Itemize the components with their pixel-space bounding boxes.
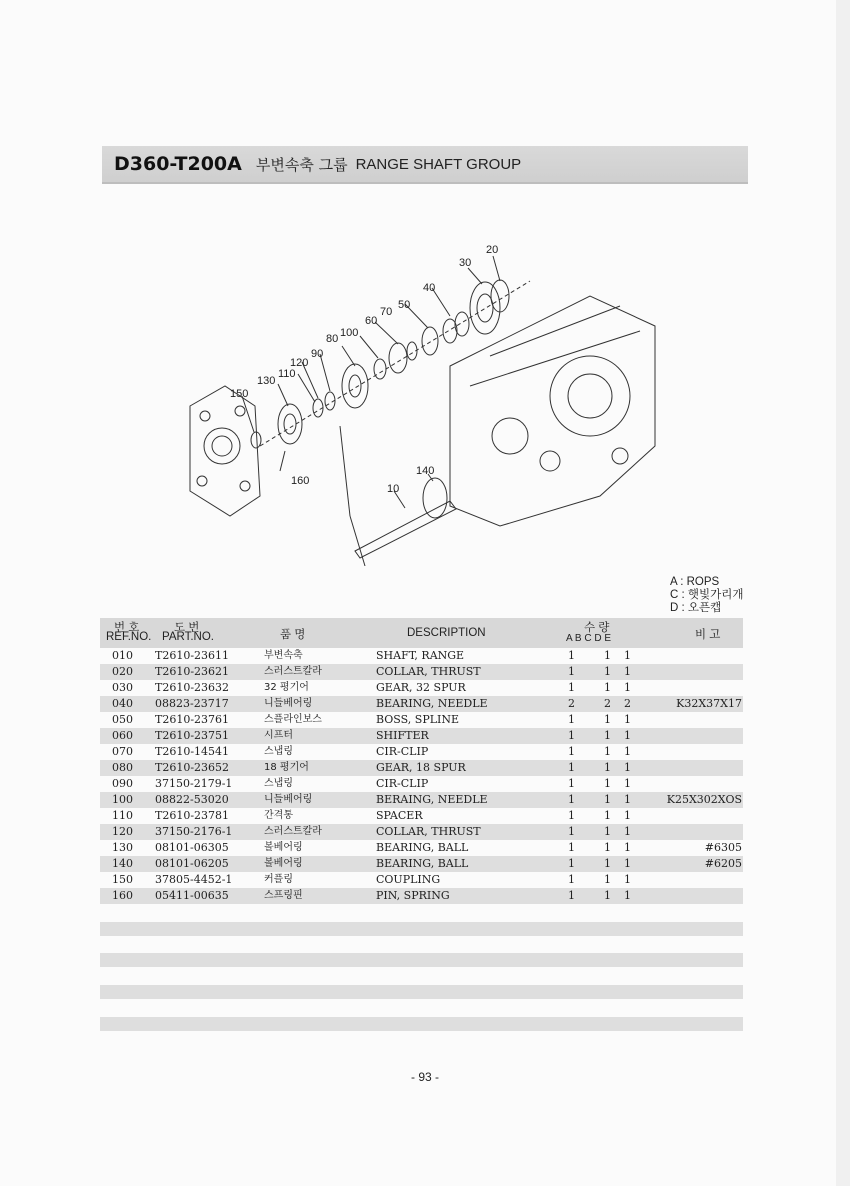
qty-a-cell: 2 [568, 697, 575, 710]
description-cell: CIR-CLIP [376, 745, 429, 758]
qty-c-cell: 1 [604, 745, 611, 758]
part-no-cell: T2610-23751 [155, 729, 230, 742]
description-cell: GEAR, 18 SPUR [376, 761, 466, 774]
description-cell: GEAR, 32 SPUR [376, 681, 466, 694]
table-row [100, 728, 743, 744]
qty-d-cell: 1 [624, 761, 631, 774]
remarks-cell: K25X302XOS [666, 793, 742, 806]
callout-80: 80 [326, 333, 339, 345]
part-name-korean-cell: 니들베어링 [264, 698, 313, 709]
remarks-header-korean: 비 고 [695, 629, 721, 641]
qty-c-cell: 1 [604, 761, 611, 774]
table-row [100, 712, 743, 728]
ref-no-cell: 150 [112, 873, 133, 886]
part-name-korean-cell: 18 평기어 [264, 762, 309, 773]
qty-a-cell: 1 [568, 825, 575, 838]
callout-40: 40 [423, 282, 436, 294]
callout-70: 70 [380, 306, 393, 318]
legend-sunshade: C : 햇빛가리개 [670, 589, 744, 601]
option-legend [670, 576, 743, 615]
part-name-korean-cell: 볼베어링 [264, 842, 303, 853]
callout-60: 60 [365, 315, 378, 327]
cover-plate [190, 386, 260, 516]
callout-20: 20 [486, 244, 499, 256]
part-name-korean-cell: 스플라인보스 [264, 714, 322, 725]
qty-a-cell: 1 [568, 857, 575, 870]
callout-30: 30 [459, 257, 472, 269]
qty-d-cell: 1 [624, 857, 631, 870]
qty-c-cell: 1 [604, 649, 611, 662]
table-row [100, 696, 743, 712]
legend-open-cab: D : 오픈캡 [670, 602, 722, 614]
part-no-cell: T2610-14541 [155, 745, 230, 758]
description-cell: PIN, SPRING [376, 889, 450, 902]
part-no-cell: 08101-06205 [155, 857, 229, 870]
name-header-korean: 품 명 [280, 629, 306, 641]
part-name-korean-cell: 니들베어링 [264, 794, 313, 805]
qty-d-cell: 1 [624, 825, 631, 838]
callout-100: 100 [340, 327, 359, 339]
description-cell: BOSS, SPLINE [376, 713, 460, 726]
qty-d-cell: 1 [624, 681, 631, 694]
description-cell: COLLAR, THRUST [376, 825, 481, 838]
callout-120: 120 [290, 357, 309, 369]
parts-table-body [100, 648, 743, 904]
part-name-korean-cell: 스프링핀 [264, 890, 303, 901]
description-cell: BERAING, NEEDLE [376, 793, 488, 806]
ref-no-cell: 060 [112, 729, 133, 742]
remarks-cell: K32X37X17 [676, 697, 742, 710]
callout-90: 90 [311, 348, 324, 360]
table-row [100, 856, 743, 872]
qty-c-cell: 1 [604, 665, 611, 678]
table-row [100, 840, 743, 856]
description-cell: SPACER [376, 809, 423, 822]
part-name-korean-cell: 부변속축 [264, 650, 303, 661]
qty-a-cell: 1 [568, 649, 575, 662]
part-no-cell: 37150-2179-1 [155, 777, 233, 790]
part-no-cell: T2610-23781 [155, 809, 230, 822]
qty-c-cell: 1 [604, 777, 611, 790]
qty-d-cell: 1 [624, 873, 631, 886]
part-no-cell: 08822-53020 [155, 793, 229, 806]
ref-no-cell: 100 [112, 793, 133, 806]
remarks-cell: #6205 [704, 857, 742, 870]
quantity-header-korean: 수 량 [584, 622, 610, 634]
part-name-korean-cell: 32 평기어 [264, 682, 309, 693]
qty-c-cell: 1 [604, 729, 611, 742]
callout-10: 10 [387, 483, 400, 495]
table-row [100, 664, 743, 680]
table-row [100, 648, 743, 664]
qty-c-cell: 1 [604, 889, 611, 902]
table-row [100, 760, 743, 776]
page-number: - 93 - [410, 1070, 439, 1084]
qty-c-cell: 1 [604, 873, 611, 886]
description-cell: COUPLING [376, 873, 441, 886]
remarks-cell: #6305 [704, 841, 742, 854]
section-title-korean: 부변속축 그룹 [255, 155, 348, 174]
ref-no-cell: 120 [112, 825, 133, 838]
part-name-korean-cell: 볼베어링 [264, 858, 303, 869]
description-cell: BEARING, BALL [376, 857, 469, 870]
part-name-korean-cell: 스러스트칼라 [264, 826, 322, 837]
qty-d-cell: 1 [624, 665, 631, 678]
qty-d-cell: 1 [624, 889, 631, 902]
callout-50: 50 [398, 299, 411, 311]
qty-c-cell: 1 [604, 857, 611, 870]
qty-a-cell: 1 [568, 777, 575, 790]
qty-a-cell: 1 [568, 889, 575, 902]
part-no-cell: T2610-23621 [155, 665, 230, 678]
description-header: DESCRIPTION [407, 627, 486, 639]
callout-130: 130 [257, 375, 276, 387]
description-cell: SHIFTER [376, 729, 429, 742]
table-row [100, 744, 743, 760]
callout-160: 160 [291, 475, 310, 487]
qty-c-cell: 1 [604, 809, 611, 822]
table-row [100, 888, 743, 904]
quantity-columns-header: A B C D E [566, 633, 612, 644]
legend-rops: A : ROPS [670, 576, 720, 588]
section-code: D360-T200A [114, 153, 242, 175]
qty-c-cell: 1 [604, 825, 611, 838]
qty-a-cell: 1 [568, 841, 575, 854]
ref-no-cell: 070 [112, 745, 133, 758]
part-no-header: PART.NO. [162, 631, 214, 643]
ref-no-cell: 160 [112, 889, 133, 902]
qty-c-cell: 1 [604, 793, 611, 806]
qty-c-cell: 1 [604, 841, 611, 854]
ref-no-header-korean: 번 호 [114, 622, 140, 634]
table-row [100, 824, 743, 840]
description-cell: BEARING, BALL [376, 841, 469, 854]
part-no-cell: T2610-23632 [155, 681, 230, 694]
part-no-cell: 08101-06305 [155, 841, 229, 854]
qty-d-cell: 1 [624, 649, 631, 662]
ref-no-cell: 040 [112, 697, 133, 710]
part-no-cell: 37805-4452-1 [155, 873, 233, 886]
empty-row-band [100, 1017, 743, 1031]
empty-row-band [100, 985, 743, 999]
description-cell: CIR-CLIP [376, 777, 429, 790]
part-no-header-korean: 도 번 [174, 622, 200, 634]
parts-table-header [100, 618, 743, 648]
callout-110: 110 [278, 368, 296, 380]
qty-d-cell: 1 [624, 713, 631, 726]
qty-d-cell: 1 [624, 777, 631, 790]
part-no-cell: T2610-23611 [155, 649, 230, 662]
part-no-cell: 05411-00635 [155, 889, 229, 902]
qty-a-cell: 1 [568, 761, 575, 774]
qty-a-cell: 1 [568, 745, 575, 758]
section-title-english: RANGE SHAFT GROUP [355, 155, 522, 173]
table-row [100, 792, 743, 808]
part-name-korean-cell: 커플링 [264, 874, 293, 885]
table-row [100, 872, 743, 888]
qty-a-cell: 1 [568, 809, 575, 822]
ref-no-cell: 030 [112, 681, 133, 694]
qty-a-cell: 1 [568, 873, 575, 886]
description-cell: COLLAR, THRUST [376, 665, 481, 678]
qty-a-cell: 1 [568, 681, 575, 694]
part-name-korean-cell: 스러스트칼라 [264, 666, 322, 677]
callout-140: 140 [416, 465, 435, 477]
qty-d-cell: 1 [624, 793, 631, 806]
part-no-cell: 08823-23717 [155, 697, 229, 710]
section-title-bar [102, 146, 748, 184]
description-cell: SHAFT, RANGE [376, 649, 465, 662]
table-row [100, 776, 743, 792]
empty-row-band [100, 922, 743, 936]
description-cell: BEARING, NEEDLE [376, 697, 488, 710]
ref-no-cell: 080 [112, 761, 133, 774]
qty-a-cell: 1 [568, 665, 575, 678]
qty-c-cell: 1 [604, 713, 611, 726]
ref-no-cell: 110 [112, 809, 133, 822]
qty-c-cell: 1 [604, 681, 611, 694]
qty-a-cell: 1 [568, 713, 575, 726]
qty-a-cell: 1 [568, 793, 575, 806]
qty-d-cell: 1 [624, 809, 631, 822]
ref-no-header: REF.NO. [106, 631, 152, 643]
ref-no-cell: 130 [112, 841, 133, 854]
ref-no-cell: 010 [112, 649, 133, 662]
part-no-cell: 37150-2176-1 [155, 825, 233, 838]
exploded-parts-diagram [150, 236, 670, 566]
part-name-korean-cell: 간격통 [264, 810, 293, 821]
qty-d-cell: 1 [624, 745, 631, 758]
table-row [100, 808, 743, 824]
qty-d-cell: 1 [624, 729, 631, 742]
callout-150: 150 [230, 388, 249, 400]
ref-no-cell: 140 [112, 857, 133, 870]
ref-no-cell: 090 [112, 777, 133, 790]
range-shaft [355, 501, 456, 558]
part-name-korean-cell: 시프터 [264, 730, 293, 741]
table-row [100, 680, 743, 696]
part-no-cell: T2610-23652 [155, 761, 230, 774]
part-name-korean-cell: 스냅링 [264, 746, 293, 757]
ref-no-cell: 050 [112, 713, 133, 726]
qty-c-cell: 2 [604, 697, 611, 710]
qty-a-cell: 1 [568, 729, 575, 742]
qty-d-cell: 2 [624, 697, 631, 710]
ref-no-cell: 020 [112, 665, 133, 678]
part-no-cell: T2610-23761 [155, 713, 230, 726]
part-name-korean-cell: 스냅링 [264, 778, 293, 789]
qty-d-cell: 1 [624, 841, 631, 854]
empty-row-band [100, 953, 743, 967]
